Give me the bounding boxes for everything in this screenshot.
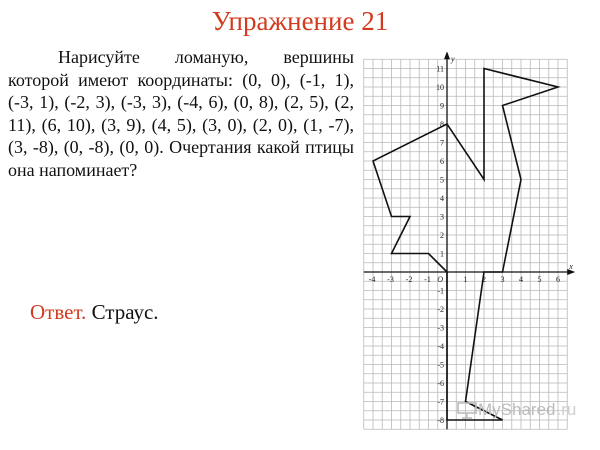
y-tick-label: -7 bbox=[437, 397, 444, 407]
y-tick-label: 6 bbox=[440, 157, 444, 166]
y-axis-label: y bbox=[451, 54, 455, 64]
origin-label: O bbox=[437, 275, 443, 284]
y-tick-label: 4 bbox=[440, 194, 444, 203]
projector-icon bbox=[456, 400, 478, 420]
y-axis-arrow bbox=[444, 52, 450, 59]
tick-labels bbox=[368, 54, 577, 425]
x-tick-label: -3 bbox=[387, 275, 394, 284]
y-tick-label: -2 bbox=[437, 305, 444, 314]
y-tick-label: -1 bbox=[437, 286, 444, 296]
y-tick-label: 11 bbox=[436, 64, 444, 74]
answer-value: Страус. bbox=[91, 300, 159, 324]
x-tick-label: 1 bbox=[463, 275, 468, 284]
y-tick-label: 5 bbox=[440, 175, 444, 185]
answer-label: Ответ. bbox=[30, 300, 87, 324]
page-title: Упражнение 21 bbox=[211, 6, 389, 36]
y-tick-label: 9 bbox=[440, 101, 444, 111]
x-tick-label: -2 bbox=[405, 275, 413, 284]
y-tick-label: -5 bbox=[437, 360, 444, 370]
answer bbox=[30, 300, 159, 325]
x-tick-label: 6 bbox=[556, 275, 560, 284]
y-tick-label: 1 bbox=[440, 249, 444, 259]
x-axis-label: x bbox=[569, 262, 573, 271]
y-tick-label: 3 bbox=[440, 212, 444, 222]
y-tick-label: -3 bbox=[437, 323, 444, 333]
x-tick-label: -1 bbox=[424, 275, 431, 284]
task-text: Нарисуйте ломаную, вершины которой имеют координаты: (0, 0), (-1, 1), (-3, 1), (-2, 3), (-3, 3), (-4, 6), (0, 8), (2, 5), (2, 11), (6, 10), (3, 9), (4, 5), (3, 0), (2, 0), (1, -7), (3, -8), (0, -8), (0, 0). Очертания какой птицы она напоминает? bbox=[8, 47, 354, 180]
y-tick-label: 7 bbox=[440, 138, 444, 148]
x-tick-label: 2 bbox=[482, 275, 486, 284]
watermark bbox=[456, 400, 576, 420]
y-tick-label: 8 bbox=[440, 120, 444, 129]
watermark-brand: MyShared bbox=[478, 400, 556, 419]
x-tick-label: -4 bbox=[368, 275, 376, 284]
grid bbox=[364, 59, 568, 429]
x-tick-label: 3 bbox=[500, 275, 505, 284]
y-tick-label: -4 bbox=[437, 342, 444, 351]
coordinate-plot bbox=[362, 52, 584, 430]
x-tick-label: 4 bbox=[519, 275, 523, 284]
y-tick-label: -6 bbox=[437, 379, 444, 388]
y-tick-label: -8 bbox=[437, 416, 444, 425]
x-tick-label: 5 bbox=[537, 275, 542, 284]
y-tick-label: 2 bbox=[440, 231, 444, 240]
watermark-domain: .ru bbox=[556, 400, 577, 419]
y-tick-label: 10 bbox=[436, 83, 444, 92]
